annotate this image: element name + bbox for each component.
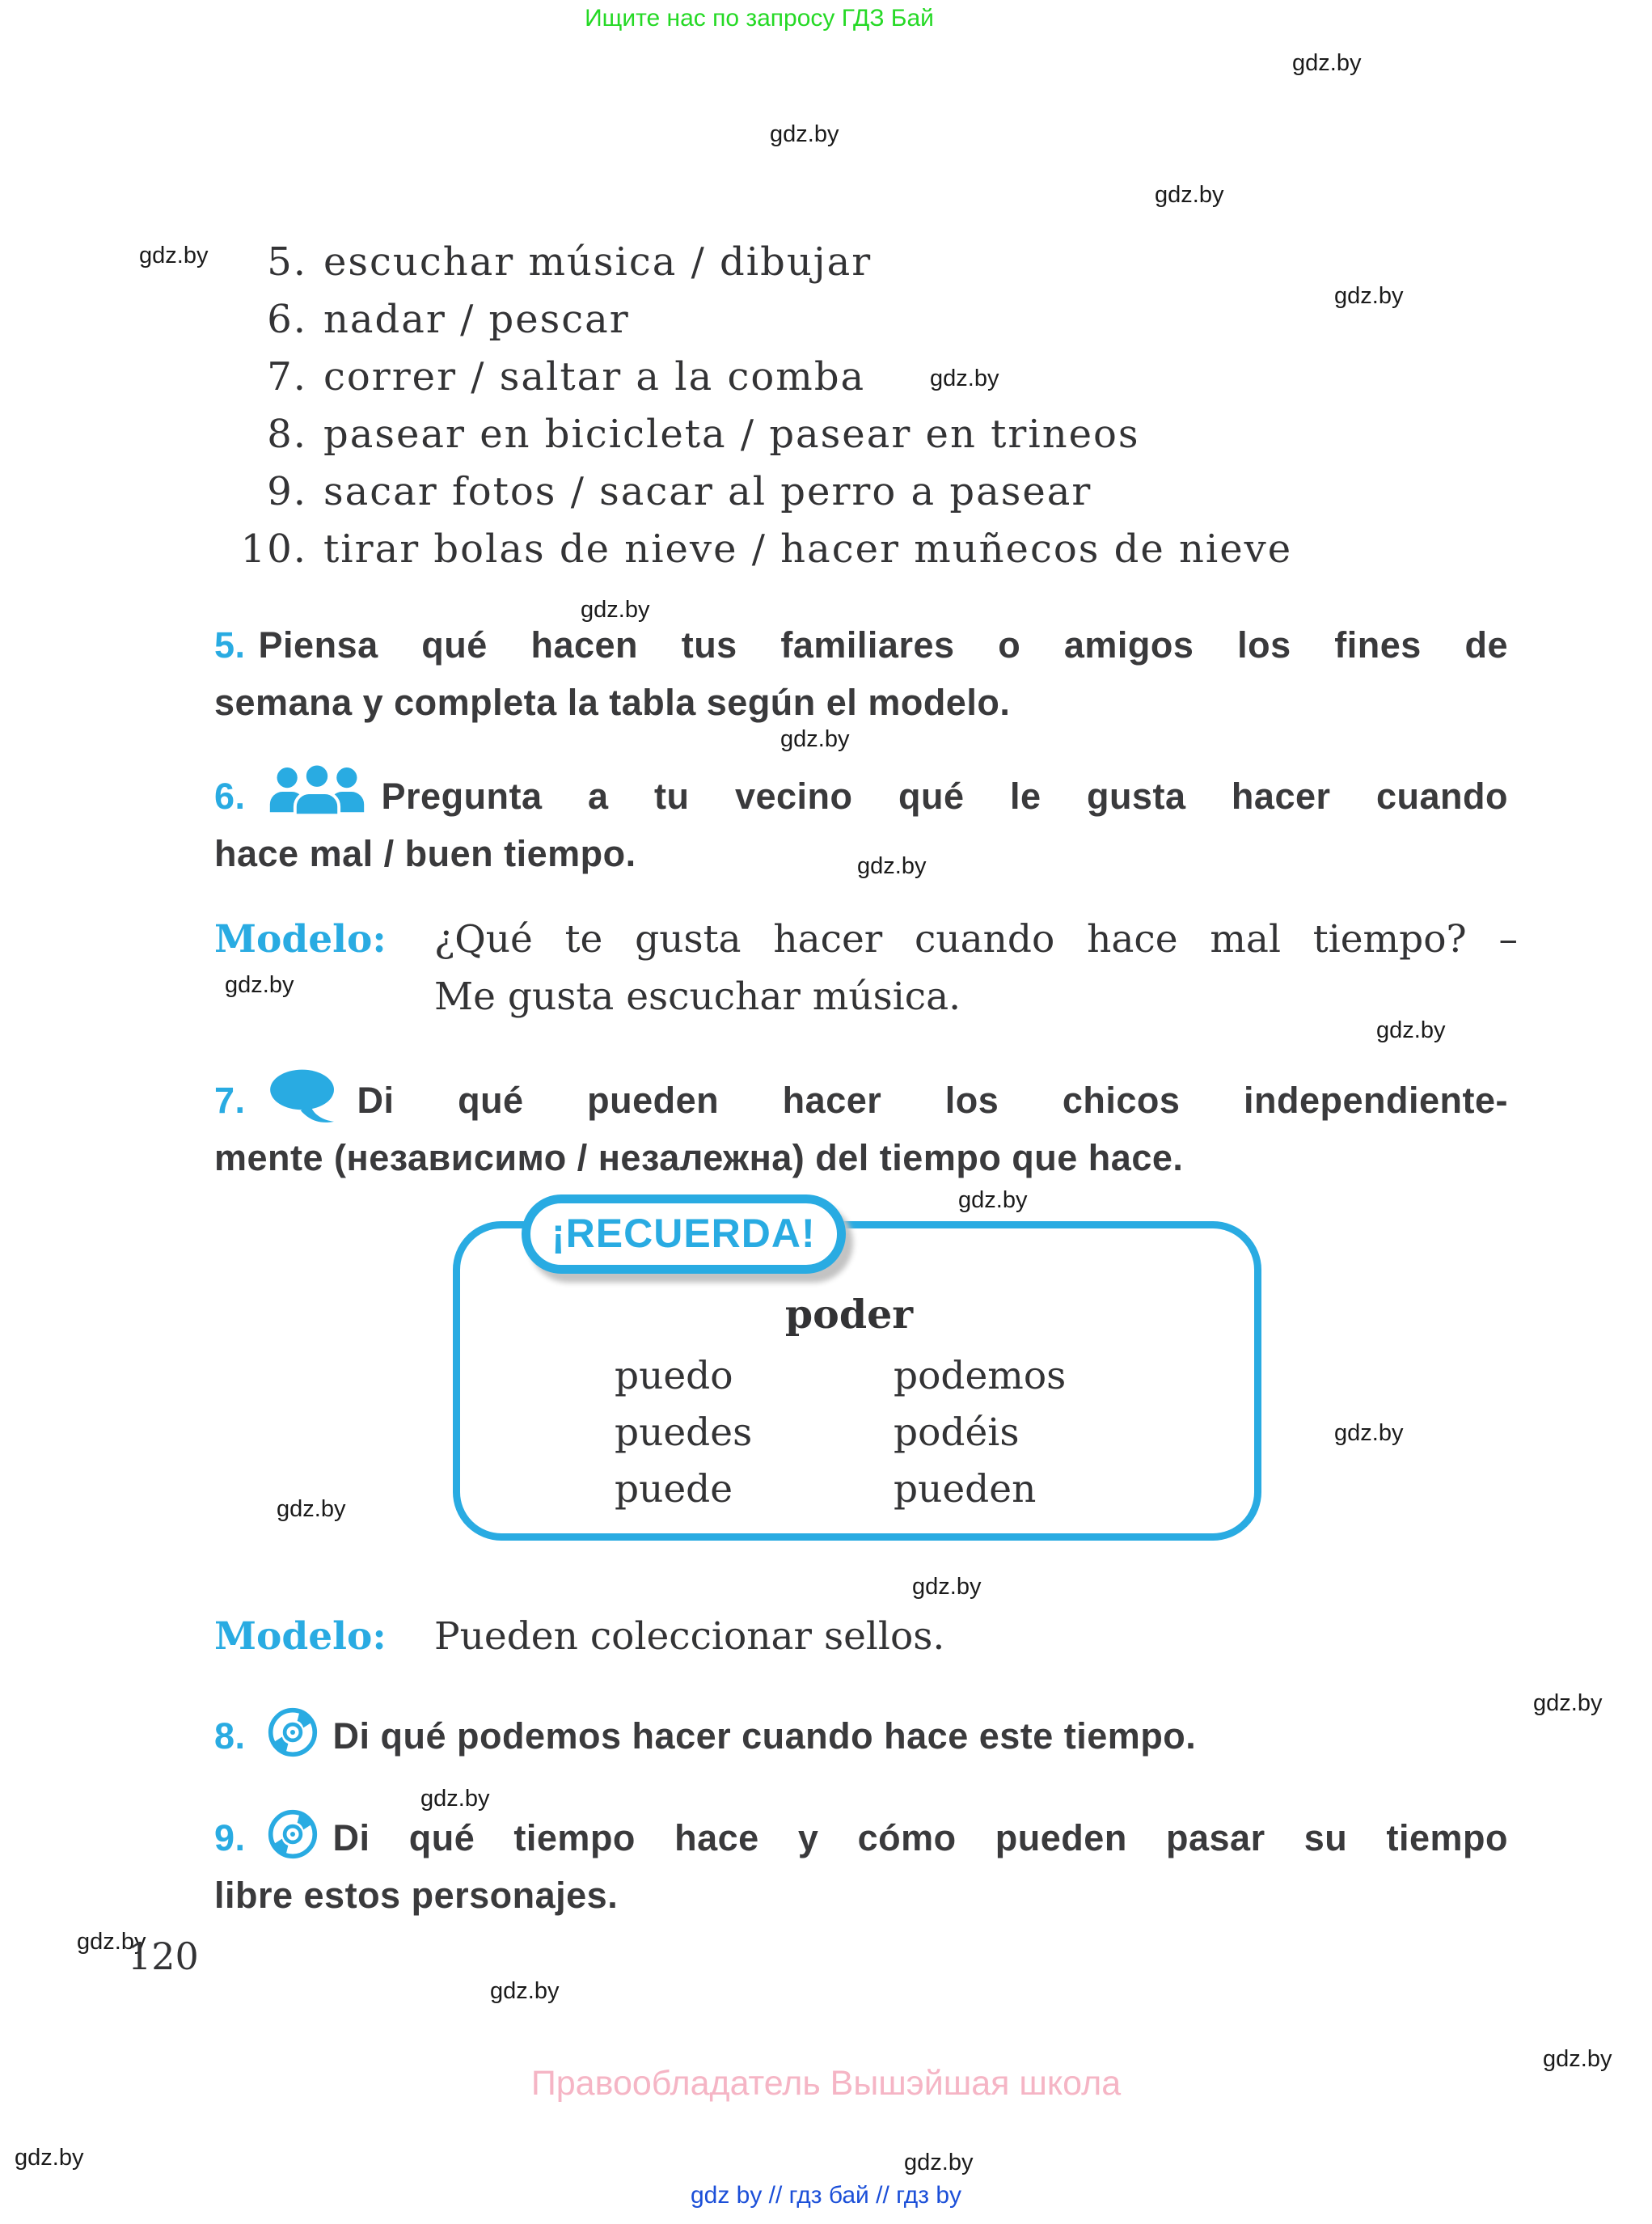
exercise-6 [214, 763, 1508, 882]
exercise-text: Pregunta a tu vecino qué le gusta hacer cuando [381, 776, 1508, 817]
watermark: gdz.by [277, 1496, 346, 1522]
speech-bubble-icon [265, 1068, 344, 1126]
watermark: gdz.by [490, 1978, 560, 2004]
watermark: gdz.by [15, 2145, 84, 2171]
list-item-number: 9. [267, 469, 307, 514]
exercise-8 [214, 1706, 1508, 1765]
list-item [233, 410, 1292, 467]
watermark: gdz.by [1334, 283, 1404, 309]
watermark: gdz.by [958, 1187, 1028, 1213]
list-item-number: 10. [240, 526, 307, 572]
poder-conjugation [615, 1292, 1084, 1518]
exercise-7-line-1 [214, 1068, 1508, 1129]
list-item [233, 467, 1292, 525]
modelo-content [434, 911, 1518, 1025]
exercise-8-line-1 [214, 1706, 1508, 1765]
list-item-number: 8. [267, 412, 307, 457]
list-item-text: tirar bolas de nieve / hacer muñecos de nieve [323, 526, 1293, 572]
watermark: gdz.by [581, 597, 650, 623]
cd-audio-icon [267, 1706, 319, 1758]
conjugation-form: pueden [894, 1467, 1037, 1512]
modelo-line-1: Pueden coleccionar sellos. [434, 1614, 945, 1659]
list-item-text: nadar / pescar [323, 297, 630, 342]
exercise-7 [214, 1068, 1508, 1186]
watermark: gdz.by [770, 121, 839, 147]
watermark: gdz.by [1543, 2046, 1612, 2072]
copyright-text: Правообладатель Вышэйшая школа [530, 2064, 1122, 2103]
list-item-number: 7. [267, 354, 307, 400]
exercise-5 [214, 616, 1508, 731]
list-item-number: 5. [267, 239, 307, 285]
modelo-content [434, 1608, 1518, 1665]
header-note: Ищите нас по запросу ГДЗ Бай [585, 5, 934, 32]
modelo-line-1: ¿Qué te gusta hacer cuando hace mal tiempo? – [434, 917, 1518, 962]
page-number: 120 [128, 1934, 199, 1978]
exercise-9-line-2: libre estos personajes. [214, 1875, 619, 1916]
watermark: gdz.by [225, 972, 294, 998]
footer-links[interactable]: gdz by // гдз бай // гдз by [690, 2182, 962, 2209]
list-item-text: sacar fotos / sacar al perro a pasear [323, 469, 1092, 514]
exercise-7-line-2: mente (независимо / незалежна) del tiempo que hace. [214, 1137, 1184, 1178]
exercise-number: 5. [214, 624, 246, 666]
modelo-label: Modelo: [214, 1614, 387, 1659]
conjugation-form: podemos [894, 1354, 1067, 1398]
exercise-6-line-1 [214, 763, 1508, 825]
exercise-text: Di qué podemos hacer cuando hace este tiempo. [332, 1715, 1197, 1757]
exercise-text: Piensa qué hacen tus familiares o amigos los fines de [258, 624, 1508, 666]
list-item-number: 6. [267, 297, 307, 342]
exercise-text: Di qué pueden hacer los chicos independiente- [357, 1080, 1508, 1121]
list-item [233, 238, 1292, 295]
exercise-9-line-1 [214, 1808, 1508, 1867]
exercise-9 [214, 1808, 1508, 1924]
list-item-text: pasear en bicicleta / pasear en trineos [323, 412, 1140, 457]
exercise-6-line-2: hace mal / buen tiempo. [214, 833, 636, 874]
watermark: gdz.by [930, 366, 999, 391]
watermark: gdz.by [780, 726, 850, 752]
watermark: gdz.by [904, 2150, 974, 2175]
watermark: gdz.by [1376, 1017, 1446, 1043]
conjugation-form: podéis [894, 1410, 1020, 1455]
watermark: gdz.by [912, 1574, 982, 1600]
people-group-icon [265, 763, 369, 823]
exercise-text: Di qué tiempo hace y cómo pueden pasar su tiempo [332, 1817, 1508, 1858]
poder-title: poder [784, 1291, 914, 1338]
conjugation-form: puede [615, 1467, 733, 1512]
list-item-text: escuchar música / dibujar [323, 239, 872, 285]
poder-singular-column [615, 1348, 894, 1518]
watermark: gdz.by [77, 1929, 146, 1955]
watermark: gdz.by [1155, 182, 1224, 208]
list-item [233, 525, 1292, 582]
exercise-number: 6. [214, 776, 246, 817]
conjugation-form: puedes [615, 1410, 753, 1455]
list-item-text: correr / saltar a la comba [323, 354, 866, 400]
exercise-number: 7. [214, 1080, 246, 1121]
exercise-5-line-2: semana y completa la tabla según el modelo. [214, 682, 1011, 723]
exercise-number: 9. [214, 1817, 246, 1858]
poder-columns [615, 1348, 1084, 1518]
recuerda-badge [522, 1194, 846, 1274]
conjugation-form: puedo [615, 1354, 733, 1398]
watermark: gdz.by [139, 243, 209, 268]
exercise-number: 8. [214, 1715, 246, 1757]
watermark: gdz.by [1334, 1420, 1404, 1446]
modelo-line-2: Me gusta escuchar música. [434, 975, 961, 1019]
list-item [233, 353, 1292, 410]
watermark: gdz.by [420, 1786, 490, 1812]
recuerda-badge-label: ¡RECUERDA! [551, 1211, 816, 1256]
list-item [233, 295, 1292, 353]
poder-plural-column [894, 1348, 1084, 1518]
modelo-block-2 [214, 1608, 1518, 1665]
watermark: gdz.by [857, 853, 927, 879]
watermark: gdz.by [1533, 1690, 1603, 1716]
exercise-5-line-1 [214, 616, 1508, 674]
watermark: gdz.by [1292, 50, 1362, 76]
modelo-block-1 [214, 911, 1518, 1025]
cd-audio-icon [267, 1808, 319, 1860]
activity-list [233, 238, 1292, 582]
modelo-label: Modelo: [214, 917, 387, 962]
